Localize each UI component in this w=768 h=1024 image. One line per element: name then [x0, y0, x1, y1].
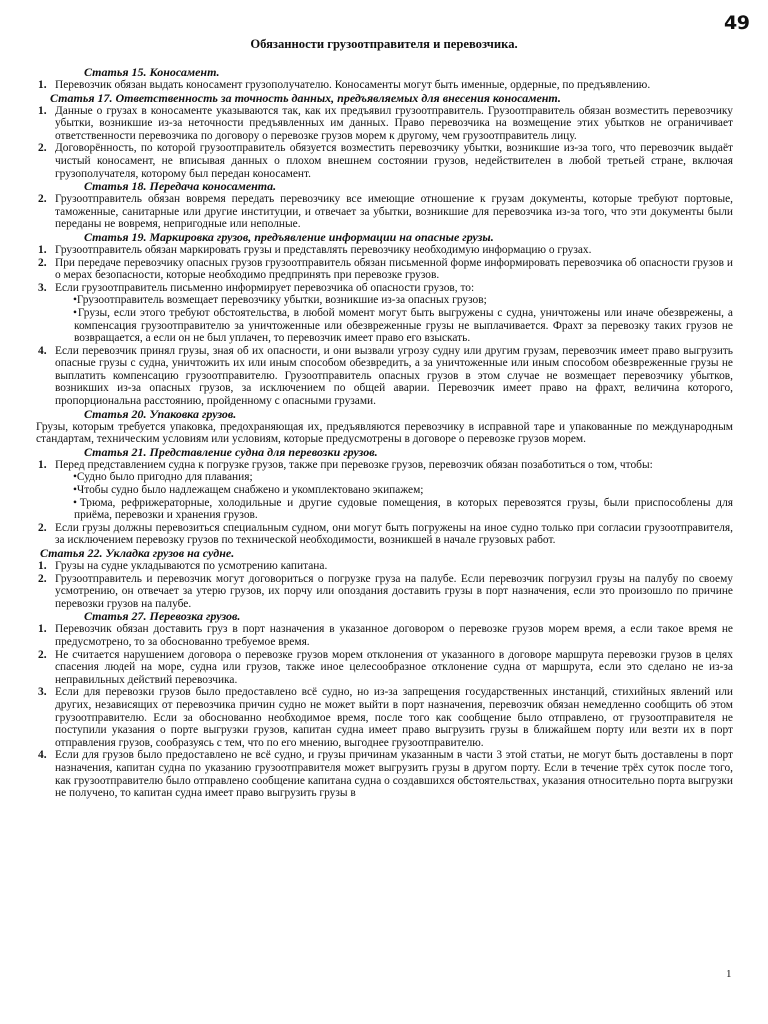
list-item — [36, 244, 733, 257]
article-heading: Статья 18. Передача коносамента. — [84, 179, 277, 194]
bullet-text: Судно было пригодно для плавания; — [76, 471, 253, 484]
bullet-icon: • — [73, 484, 77, 497]
item-text: Если для грузов было предоставлено не всё судно, и грузы причинам указанным в части 3 этой статьи, не могут быть доставлены в порт назначения, капитан судна по указанию грузоотправителя может выгрузить грузы в другом порту. Если в течение трёх суток после того, как грузоотправителю было отправлено сообщение капитана судна о создавшихся обстоятельствах, указания относительно порта выгрузки не получено, то капитан судна имеет право выгрузить грузы в — [55, 749, 733, 800]
bullet-icon: • — [73, 496, 77, 509]
item-number: 1. — [38, 243, 47, 256]
paragraph: Грузы, которым требуется упаковка, предохраняющая их, предъявляются перевозчику в исправной таре и упакованные по международным стандартам, техническим условиям или условиям, которые предусмотрены в договоре о перевозке грузов морем. — [36, 420, 733, 446]
item-number: 1. — [38, 623, 47, 636]
article-heading: Статья 15. Коносамент. — [84, 65, 220, 79]
bullet-icon: • — [73, 306, 77, 319]
bullet-text: Чтобы судно было надлежащем снабжено и укомплектовано экипажем; — [76, 484, 424, 497]
list-item — [36, 79, 733, 92]
item-text: Грузоотправитель и перевозчик могут договориться о погрузке груза на палубе. Если перевозчик погрузил грузы на палубу по своему усмотрению, он отвечает за утерю грузов, их порчу или опоздания доставить грузы в порт назначения, если это произошло по причине перевозки грузов на палубе. — [55, 572, 733, 610]
list-item — [36, 560, 733, 573]
bullet-text: Грузы, если этого требуют обстоятельства, в любой момент могут быть выгружены с судна, уничтожены или иначе обезврежены, а компенсация грузоотправителю за уничтоженные или обезвреженные грузы не выплачивается. Фрахт за перевозку таких грузов не возвращается, а если он не был уплачен, то перевозчик имеет право его взыскать. — [74, 306, 733, 345]
item-text: Не считается нарушением договора о перевозке грузов морем отклонения от указанного в договоре маршрута перевозки грузов в целях спасения людей на море, судна или грузов, также иное целесообразное отклонение судна от маршрута, если это сделано не из-за неправильных действий перевозчика. — [55, 648, 733, 686]
list-item — [36, 573, 733, 611]
item-number: 1. — [38, 104, 47, 117]
item-number: 3. — [38, 281, 47, 294]
article-heading: Статья 22. Укладка грузов на судне. — [40, 546, 235, 560]
item-text: Перевозчик обязан выдать коносамент грузополучателю. Коносаменты могут быть именные, ордерные, по предъявлению. — [55, 79, 651, 91]
item-number: 1. — [38, 458, 47, 471]
article-heading: Статья 21. Представление судна для перевозки грузов. — [84, 444, 378, 459]
item-number: 2. — [38, 572, 47, 585]
article-heading: Статья 27. Перевозка грузов. — [84, 609, 241, 624]
list-item — [36, 142, 733, 180]
item-number: 2. — [38, 648, 47, 661]
list-item — [36, 105, 733, 143]
article-heading: Статья 17. Ответственность за точность данных, предъявляемых для внесения коносамент. — [50, 90, 561, 105]
item-text: При передаче перевозчику опасных грузов грузоотправитель обязан письменной форме информировать перевозчика об опасности грузов и о мерах безопасности, которые необходимо предпринять при перевозке грузов. — [55, 256, 733, 282]
item-text: Если для перевозки грузов было предоставлено всё судно, но из-за запрещения государственных инстанций, стихийных явлений или других, независящих от перевозчика причин судно не может выйти в порт назначения, перевозчик обязан немедленно сообщить об этом грузоотправителю. Если за обоснованно необходимое время, после того как сообщение было отправлено, от грузоотправителя не поступили указания о порте выгрузки грузов, капитан судна имеет право выгрузить грузы в ближайшем порту или везти их в порт отправления грузов, сообразуясь с тем, что по его мнению, выгоднее грузоотправителю. — [55, 686, 733, 749]
bullet-item — [36, 307, 733, 345]
item-text: Перевозчик обязан доставить груз в порт назначения в указанное договором о перевозке грузов морем время, а если такое время не предусмотрено, то за обоснованно требуемое время. — [55, 623, 733, 648]
list-item — [36, 686, 733, 749]
bullet-item — [36, 294, 733, 307]
bullet-icon: • — [73, 294, 77, 307]
page-number-top: 49 — [724, 12, 750, 34]
document-title: Обязанности грузоотправителя и перевозчика. — [250, 37, 518, 51]
item-number: 2. — [38, 193, 47, 206]
item-text: Если грузоотправитель письменно информирует перевозчика об опасности грузов, то: — [55, 281, 475, 294]
list-item — [36, 522, 733, 547]
bullet-text: Грузоотправитель возмещает перевозчику убытки, возникшие из-за опасных грузов; — [76, 294, 487, 307]
list-item — [36, 623, 733, 648]
item-text: Договорённость, по которой грузоотправитель обязуется возместить перевозчику убытки, возникшие из-за того, что перевозчик выдаёт чистый коносамент, не вписывая данных о плохом внешнем состоянии грузов, недействителен в любой третьей стране, включая грузополучателя, которому был передан коносамент. — [55, 142, 733, 180]
list-item — [36, 282, 733, 295]
article-heading: Статья 20. Упаковка грузов. — [84, 406, 237, 421]
bullet-item — [36, 484, 733, 497]
page-number-bottom: 1 — [726, 968, 732, 980]
article-heading: Статья 19. Маркировка грузов, предъявление информации на опасные грузы. — [84, 229, 494, 244]
item-number: 1. — [38, 79, 47, 91]
list-item — [36, 345, 733, 408]
item-number: 2. — [38, 142, 47, 155]
item-number: 3. — [38, 686, 47, 699]
bullet-text: Трюма, рефрижераторные, холодильные и другие судовые помещения, в которых перевозятся грузы, были приспособлены для приёма, перевозки и хранения грузов. — [74, 496, 733, 522]
list-item — [36, 749, 733, 799]
list-item — [36, 257, 733, 282]
bullet-icon: • — [73, 471, 77, 484]
list-item — [36, 459, 733, 472]
item-text: Грузы на судне укладываются по усмотрению капитана. — [55, 560, 328, 572]
item-number: 2. — [38, 521, 47, 534]
item-text: Грузоотправитель обязан вовремя передать перевозчику все имеющие отношение к грузам документы, которые требуют портовые, таможенные, санитарные или другие институции, и отвечает за убытки, возникшие для перевозчика из-за того, что эти документы были переданы не вовремя, непригодные или неполные. — [55, 193, 733, 231]
item-number: 2. — [38, 256, 47, 269]
bullet-item — [36, 471, 733, 484]
item-number: 4. — [38, 749, 47, 762]
document-body — [36, 66, 733, 800]
item-number: 4. — [38, 344, 47, 357]
list-item — [36, 649, 733, 687]
item-text: Данные о грузах в коносаменте указываются так, как их предъявил грузоотправитель. Грузоотправитель обязан возместить перевозчику убытки, возникшие из-за неточности предъявленных им данных. Право перевозчика на возмещение этих убытков не ограничивает ответственности перевозчика по договору о перевозке грузов морем к другому, чем грузоотправитель лицу. — [55, 104, 733, 142]
bullet-item — [36, 497, 733, 522]
item-number: 1. — [38, 560, 47, 572]
item-text: Грузоотправитель обязан маркировать грузы и представлять перевозчику необходимую информацию о грузах. — [55, 243, 592, 256]
item-text: Если грузы должны перевозиться специальным судном, они могут быть погружены на иное судно только при согласии грузоотправителя, за исключением перевозку грузов по технической необходимости, возникшей в начале грузовых работ. — [55, 521, 733, 547]
list-item — [36, 193, 733, 231]
item-text: Если перевозчик принял грузы, зная об их опасности, и они вызвали угрозу судну или другим грузам, перевозчик имеет право выгрузить опасные грузы с судна, уничтожить их или иным способом обезвредить, а за уничтоженные или иным способом обезвреженные грузы не выплатить компенсацию грузоотправителю. Грузоотправитель опасных грузов в этом случае не возмещает перевозчику убытков, возникших из-за опасных грузов, за исключением по общей аварии. Перевозчик имеет право на фрахт, величина которого, пропорциональна расстоянию, пройденному с опасными грузами. — [55, 344, 733, 408]
item-text: Перед представлением судна к погрузке грузов, также при перевозке грузов, перевозчик обязан позаботиться о том, чтобы: — [55, 458, 653, 471]
